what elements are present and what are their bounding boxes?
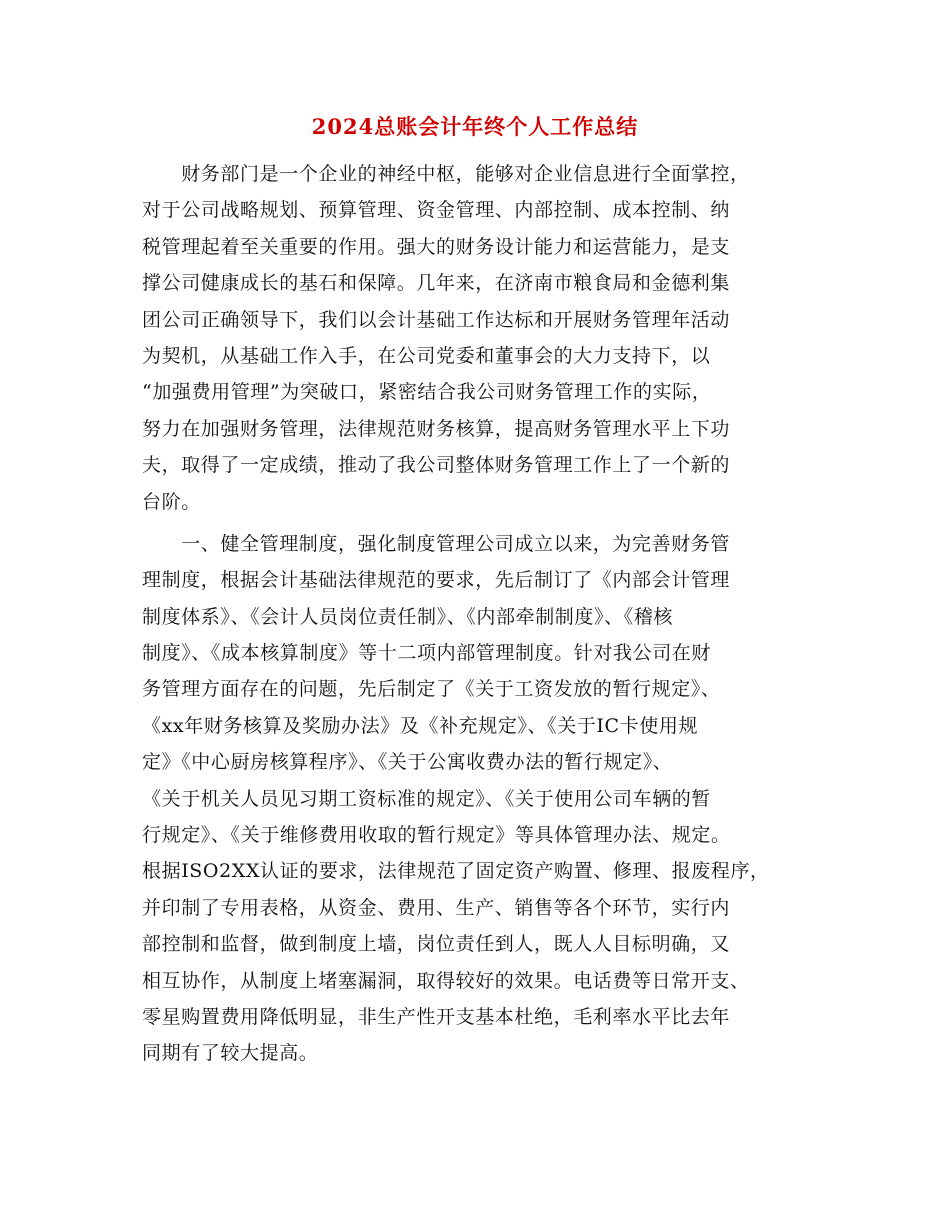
text-line: 《关于机关人员见习期工资标准的规定》、《关于使用公司车辆的暂 [142, 787, 712, 810]
text-line: 部控制和监督，做到制度上墙，岗位责任到人，既人人目标明确，又 [142, 933, 731, 956]
document-title: 2024总账会计年终个人工作总结 [311, 114, 639, 139]
text-line: 制度》、《成本核算制度》等十二项内部管理制度。针对我公司在财 [142, 642, 712, 665]
text-line: 税管理起着至关重要的作用。强大的财务设计能力和运营能力，是支 [142, 235, 731, 258]
text-line: 零星购置费用降低明显，非生产性开支基本杜绝，毛利率水平比去年 [142, 1005, 731, 1028]
text-line: 团公司正确领导下，我们以会计基础工作达标和开展财务管理年活动 [142, 308, 731, 331]
text-line: 财务部门是一个企业的神经中枢，能够对企业信息进行全面掌控， [142, 163, 750, 185]
text-line: 努力在加强财务管理，法律规范财务核算，提高财务管理水平上下功 [142, 417, 731, 440]
text-line: 行规定》、《关于维修费用收取的暂行规定》等具体管理办法、规定。 [142, 824, 731, 847]
text-line: 夫，取得了一定成绩，推动了我公司整体财务管理工作上了一个新的 [142, 454, 731, 477]
text-line: 《xx年财务核算及奖励办法》及《补充规定》、《关于IC卡使用规 [142, 714, 699, 737]
text-line: 制度体系》、《会计人员岗位责任制》、《内部牵制制度》、《稽核 [142, 605, 674, 628]
text-line: 根据ISO2XX认证的要求，法律规范了固定资产购置、修理、报废程序， [142, 860, 770, 883]
text-line: 并印制了专用表格，从资金、费用、生产、销售等各个环节，实行内 [142, 896, 731, 919]
text-line: 为契机，从基础工作入手，在公司党委和董事会的大力支持下，以 [142, 344, 711, 367]
text-line: “加强费用管理”为突破口，紧密结合我公司财务管理工作的实际， [142, 381, 712, 404]
text-line: 定》《中心厨房核算程序》、《关于公寓收费办法的暂行规定》、 [142, 751, 673, 774]
document-body [142, 156, 807, 1072]
text-line: 务管理方面存在的问题，先后制定了《关于工资发放的暂行规定》、 [142, 678, 721, 701]
text-line: 相互协作，从制度上堵塞漏洞，取得较好的效果。电话费等日常开支、 [142, 969, 750, 992]
text-line: 台阶。 [142, 490, 201, 513]
text-line: 对于公司战略规划、预算管理、资金管理、内部控制、成本控制、纳 [142, 199, 731, 222]
text-line: 理制度，根据会计基础法律规范的要求，先后制订了《内部会计管理 [142, 569, 731, 592]
text-line: 撑公司健康成长的基石和保障。几年来，在济南市粮食局和金德利集 [142, 272, 731, 295]
text-line: 同期有了较大提高。 [142, 1042, 319, 1065]
text-line: 一、健全管理制度，强化制度管理公司成立以来，为完善财务管 [142, 532, 731, 555]
